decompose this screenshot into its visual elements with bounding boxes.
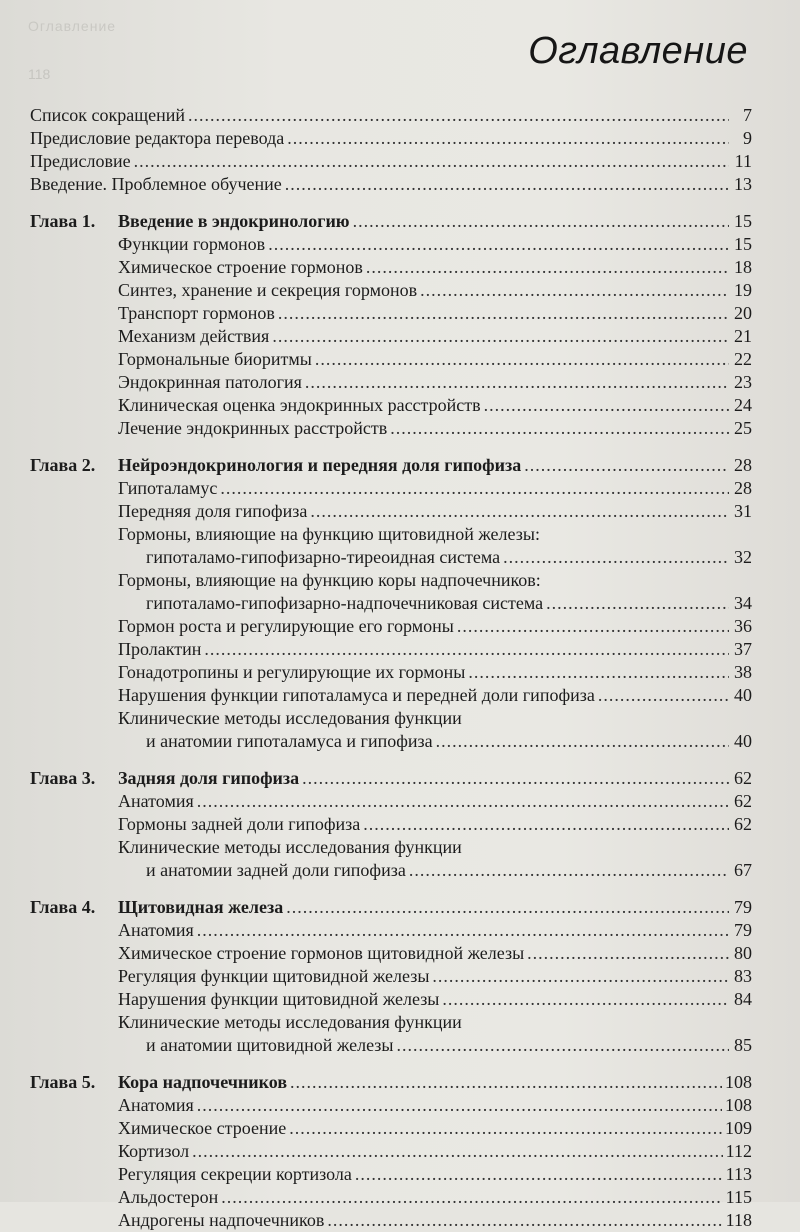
subentry-line2	[30, 546, 752, 569]
subentry-title: Клинические методы исследования функции	[118, 1012, 462, 1032]
leader-dots	[290, 1071, 722, 1094]
subentry-line2	[30, 730, 752, 753]
leader-dots	[353, 210, 729, 233]
toc-subentry[interactable]	[30, 417, 752, 440]
toc-subentry[interactable]	[30, 233, 752, 256]
toc-subentry[interactable]	[30, 500, 752, 523]
toc-subentry[interactable]	[30, 394, 752, 417]
leader-dots	[503, 546, 729, 569]
toc-entry-title: Список сокращений	[30, 105, 185, 125]
subentry-title: Кортизол	[118, 1141, 190, 1161]
chapter-number: Глава 3.	[30, 768, 96, 788]
subentry-page: 79	[734, 920, 752, 940]
subentry-line1	[30, 836, 752, 859]
subentry-page: 115	[725, 1187, 752, 1207]
subentry-line1	[30, 523, 752, 546]
leader-dots	[188, 104, 729, 127]
toc-subentry[interactable]	[30, 836, 752, 882]
subentry-title: Гормоны, влияющие на функцию щитовидной железы:	[118, 524, 540, 544]
subentry-line1	[30, 569, 752, 592]
leader-dots	[363, 813, 729, 836]
chapter-title: Задняя доля гипофиза	[118, 768, 300, 788]
chapter-page: 108	[725, 1072, 752, 1092]
toc-entry-page: 7	[743, 105, 752, 125]
subentry-title: Нарушения функции щитовидной железы	[118, 989, 440, 1009]
leader-dots	[327, 1209, 722, 1232]
subentry-title: Функции гормонов	[118, 234, 266, 254]
subentry-line2	[30, 592, 752, 615]
toc-entry[interactable]	[30, 173, 752, 196]
leader-dots	[220, 477, 729, 500]
subentry-page: 118	[725, 1210, 752, 1230]
subentry-title: Гормоны, влияющие на функцию коры надпочечников:	[118, 570, 541, 590]
subentry-title-cont: и анатомии задней доли гипофиза	[146, 860, 406, 880]
subentry-title: Гормон роста и регулирующие его гормоны	[118, 616, 454, 636]
toc-entry-page: 11	[734, 151, 752, 171]
subentry-title: Гонадотропины и регулирующие их гормоны	[118, 662, 466, 682]
toc-subentry[interactable]	[30, 684, 752, 707]
leader-dots	[396, 1034, 729, 1057]
subentry-page: 80	[734, 943, 752, 963]
subentry-title-cont: гипоталамо-гипофизарно-надпочечниковая система	[146, 593, 544, 613]
toc-entry-title: Предисловие редактора перевода	[30, 128, 285, 148]
chapter-page: 79	[734, 897, 752, 917]
toc-subentry[interactable]	[30, 569, 752, 615]
subentry-page: 21	[734, 326, 752, 346]
subentry-title: Лечение эндокринных расстройств	[118, 418, 388, 438]
subentry-page: 28	[734, 478, 752, 498]
subentry-page: 34	[734, 593, 752, 613]
leader-dots	[409, 859, 729, 882]
subentry-title: Альдостерон	[118, 1187, 219, 1207]
subentry-page: 62	[734, 791, 752, 811]
chapter-heading[interactable]	[30, 1071, 752, 1094]
subentry-page: 38	[734, 662, 752, 682]
chapter-heading[interactable]	[30, 210, 752, 233]
subentry-page: 84	[734, 989, 752, 1009]
toc-entry-title: Введение. Проблемное обучение	[30, 174, 282, 194]
subentry-title-cont: и анатомии гипоталамуса и гипофиза	[146, 731, 433, 751]
leader-dots	[134, 150, 729, 173]
leader-dots	[468, 661, 729, 684]
chapter-number: Глава 5.	[30, 1072, 96, 1092]
subentry-title: Передняя доля гипофиза	[118, 501, 308, 521]
chapter-number: Глава 2.	[30, 455, 96, 475]
subentry-page: 18	[734, 257, 752, 277]
chapter-page: 15	[734, 211, 752, 231]
toc-subentry[interactable]	[30, 371, 752, 394]
subentry-page: 19	[734, 280, 752, 300]
subentry-page: 67	[734, 860, 752, 880]
chapter-page: 62	[734, 768, 752, 788]
leader-dots	[272, 325, 729, 348]
subentry-page: 113	[725, 1164, 752, 1184]
subentry-title: Пролактин	[118, 639, 202, 659]
leader-dots	[355, 1163, 723, 1186]
toc-subentry[interactable]	[30, 1117, 752, 1140]
chapter-heading[interactable]	[30, 767, 752, 790]
leader-dots	[442, 988, 729, 1011]
leader-dots	[197, 1094, 722, 1117]
toc-subentry[interactable]	[30, 615, 752, 638]
leader-dots	[287, 127, 729, 150]
faded-page-number: 118	[28, 66, 51, 82]
chapter-heading[interactable]	[30, 896, 752, 919]
chapter-title: Кора надпочечников	[118, 1072, 288, 1092]
leader-dots	[546, 592, 729, 615]
leader-dots	[315, 348, 729, 371]
toc-subentry[interactable]	[30, 942, 752, 965]
toc-subentry[interactable]	[30, 1094, 752, 1117]
subentry-page: 20	[734, 303, 752, 323]
toc-entry-title: Предисловие	[30, 151, 131, 171]
leader-dots	[289, 1117, 722, 1140]
subentry-page: 37	[734, 639, 752, 659]
toc-subentry[interactable]	[30, 790, 752, 813]
subentry-title: Химическое строение	[118, 1118, 287, 1138]
toc-subentry[interactable]	[30, 1209, 752, 1232]
subentry-title: Гормональные биоритмы	[118, 349, 312, 369]
toc-subentry[interactable]	[30, 1163, 752, 1186]
subentry-title: Анатомия	[118, 920, 194, 940]
chapter-title: Нейроэндокринология и передняя доля гипофиза	[118, 455, 522, 475]
subentry-title: Эндокринная патология	[118, 372, 302, 392]
page-title: Оглавление	[528, 30, 748, 72]
chapter-page: 28	[734, 455, 752, 475]
subentry-line1	[30, 1011, 752, 1034]
subentry-page: 40	[734, 685, 752, 705]
faded-running-header: Оглавление	[28, 18, 117, 34]
toc-entry[interactable]	[30, 127, 752, 150]
subentry-page: 85	[734, 1035, 752, 1055]
toc-subentry[interactable]	[30, 523, 752, 569]
toc-subentry[interactable]	[30, 302, 752, 325]
subentry-page: 25	[734, 418, 752, 438]
subentry-page: 36	[734, 616, 752, 636]
chapter-heading[interactable]	[30, 454, 752, 477]
subentry-title: Гормоны задней доли гипофиза	[118, 814, 361, 834]
subentry-title: Регуляция функции щитовидной железы	[118, 966, 430, 986]
chapter-number: Глава 1.	[30, 211, 96, 231]
toc-entry-page: 9	[743, 128, 752, 148]
toc-subentry[interactable]	[30, 988, 752, 1011]
leader-dots	[302, 767, 729, 790]
subentry-title: Химическое строение гормонов щитовидной железы	[118, 943, 525, 963]
toc-subentry[interactable]	[30, 477, 752, 500]
chapter-number: Глава 4.	[30, 897, 96, 917]
table-of-contents	[30, 104, 752, 1232]
subentry-title: Клинические методы исследования функции	[118, 708, 462, 728]
leader-dots	[457, 615, 729, 638]
leader-dots	[197, 790, 729, 813]
subentry-title: Анатомия	[118, 1095, 194, 1115]
toc-subentry[interactable]	[30, 348, 752, 371]
toc-subentry[interactable]	[30, 813, 752, 836]
toc-subentry[interactable]	[30, 279, 752, 302]
leader-dots	[204, 638, 729, 661]
subentry-title: Транспорт гормонов	[118, 303, 275, 323]
toc-subentry[interactable]	[30, 707, 752, 753]
leader-dots	[268, 233, 729, 256]
subentry-title: Синтез, хранение и секреция гормонов	[118, 280, 418, 300]
subentry-title-cont: и анатомии щитовидной железы	[146, 1035, 394, 1055]
toc-subentry[interactable]	[30, 256, 752, 279]
leader-dots	[484, 394, 729, 417]
toc-entry[interactable]	[30, 104, 752, 127]
leader-dots	[420, 279, 729, 302]
subentry-page: 40	[734, 731, 752, 751]
subentry-title: Химическое строение гормонов	[118, 257, 363, 277]
subentry-page: 15	[734, 234, 752, 254]
leader-dots	[310, 500, 729, 523]
subentry-page: 24	[734, 395, 752, 415]
leader-dots	[278, 302, 729, 325]
leader-dots	[527, 942, 729, 965]
subentry-title: Механизм действия	[118, 326, 270, 346]
toc-subentry[interactable]	[30, 661, 752, 684]
subentry-page: 32	[734, 547, 752, 567]
toc-subentry[interactable]	[30, 325, 752, 348]
subentry-line2	[30, 859, 752, 882]
leader-dots	[598, 684, 729, 707]
leader-dots	[286, 896, 729, 919]
subentry-title: Регуляция секреции кортизола	[118, 1164, 352, 1184]
chapter-title: Введение в эндокринологию	[118, 211, 350, 231]
subentry-title: Клинические методы исследования функции	[118, 837, 462, 857]
subentry-title: Нарушения функции гипоталамуса и передней доли гипофиза	[118, 685, 595, 705]
subentry-title-cont: гипоталамо-гипофизарно-тиреоидная система	[146, 547, 501, 567]
subentry-page: 62	[734, 814, 752, 834]
subentry-title: Андрогены надпочечников	[118, 1210, 325, 1230]
subentry-page: 31	[734, 501, 752, 521]
subentry-page: 108	[725, 1095, 752, 1115]
toc-entry[interactable]	[30, 150, 752, 173]
leader-dots	[366, 256, 729, 279]
toc-subentry[interactable]	[30, 1140, 752, 1163]
toc-subentry[interactable]	[30, 1186, 752, 1209]
leader-dots	[436, 730, 729, 753]
toc-subentry[interactable]	[30, 965, 752, 988]
subentry-title: Клиническая оценка эндокринных расстройств	[118, 395, 481, 415]
subentry-page: 83	[734, 966, 752, 986]
subentry-line2	[30, 1034, 752, 1057]
leader-dots	[285, 173, 729, 196]
subentry-page: 23	[734, 372, 752, 392]
toc-subentry[interactable]	[30, 638, 752, 661]
leader-dots	[192, 1140, 723, 1163]
toc-subentry[interactable]	[30, 919, 752, 942]
leader-dots	[197, 919, 729, 942]
subentry-title: Гипоталамус	[118, 478, 218, 498]
leader-dots	[221, 1186, 722, 1209]
subentry-page: 112	[725, 1141, 752, 1161]
leader-dots	[305, 371, 729, 394]
subentry-page: 22	[734, 349, 752, 369]
leader-dots	[524, 454, 729, 477]
subentry-title: Анатомия	[118, 791, 194, 811]
subentry-line1	[30, 707, 752, 730]
chapter-title: Щитовидная железа	[118, 897, 284, 917]
leader-dots	[390, 417, 729, 440]
toc-subentry[interactable]	[30, 1011, 752, 1057]
toc-entry-page: 13	[734, 174, 752, 194]
leader-dots	[432, 965, 729, 988]
subentry-page: 109	[725, 1118, 752, 1138]
